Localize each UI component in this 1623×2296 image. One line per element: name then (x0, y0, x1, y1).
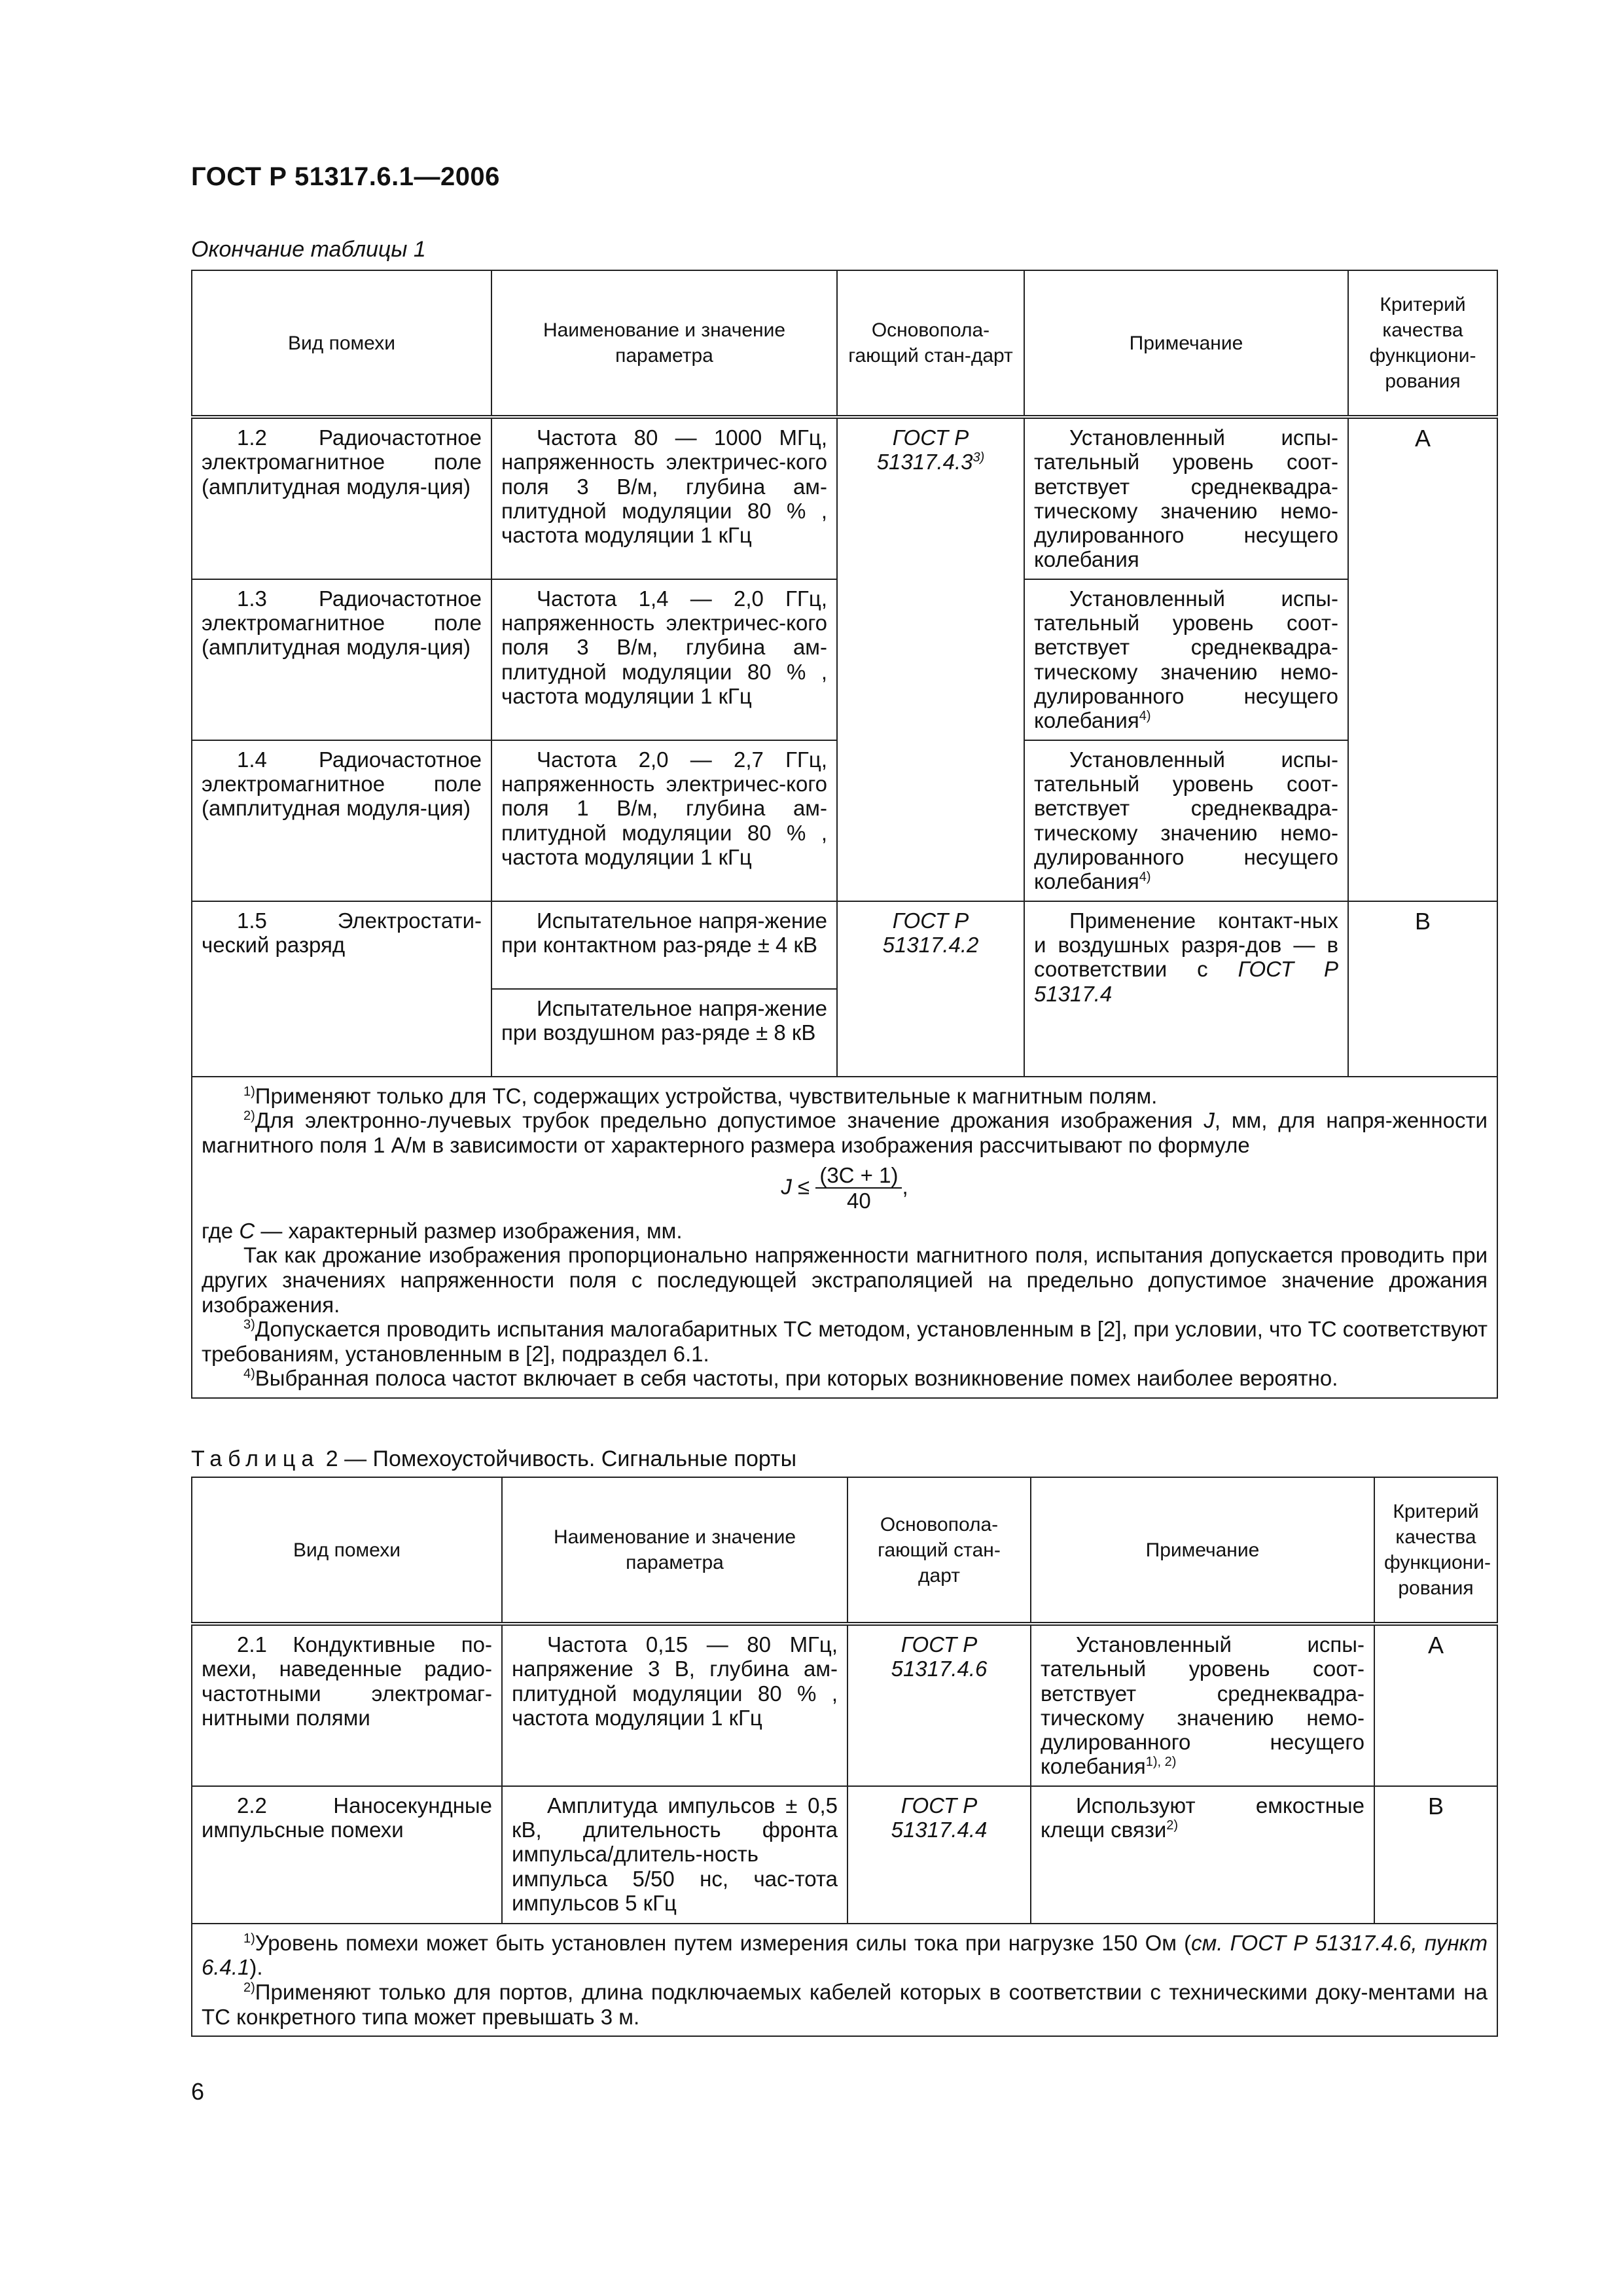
table1-notes-row (192, 1077, 1497, 1398)
table1-header-criterion: Критерий качества функциони-рования (1348, 270, 1497, 417)
table1 (191, 270, 1498, 1399)
table-row (192, 1624, 1497, 1786)
parameter-cell: Испытательное напря-жение при контактном раз-ряде ± 4 кВ (491, 901, 837, 989)
footnote-4: $^{4)}$Выбранная полоса частот включает в себя частоты, при которых возникновение помех наиболее вероятно. (243, 1366, 1338, 1391)
table2-notes (192, 1924, 1497, 2036)
interference-type-cell: 1.3 Радиочастотное электромагнитное поле (амплитудная модуля-ция) (192, 579, 491, 740)
table2-header-type: Вид помехи (192, 1477, 502, 1624)
criterion-cell: А (1348, 417, 1497, 901)
parameter-cell: Испытательное напря-жение при воздушном раз-ряде ± 8 кВ (491, 989, 837, 1077)
table1-header-row (192, 270, 1497, 417)
note-cell: Применение контакт-ных и воздушных разря-дов — в соответствии с ГОСТ Р 51317.4 (1024, 901, 1348, 1077)
footnote-3: $^{3)}$Допускается проводить испытания малогабаритных ТС методом, установленным в [2], при условии, что ТС соответствуют требованиям, установленным в [2], подраздел 6.1. (202, 1317, 1488, 1366)
note-cell: Установленный испы-тательный уровень соот-ветствует среднеквадра-тическому значению немо-дулированного несущего колебания$^{4)}$ (1024, 579, 1348, 740)
table1-header-standard: Основопола-гающий стан-дарт (837, 270, 1024, 417)
footnote-2: $^{2)}$Применяют только для портов, длина подключаемых кабелей которых в соответствии с техническими доку-ментами на ТС конкретного типа может превышать 3 м. (202, 1979, 1488, 2029)
table2-header-note: Примечание (1031, 1477, 1374, 1624)
table2 (191, 1477, 1498, 2037)
table2-header-standard: Основопола-гающий стан-дарт (847, 1477, 1031, 1624)
footnote-1: $^{1)}$Уровень помехи может быть установлен путем измерения силы тока при нагрузке 150 Ом (см. ГОСТ Р 51317.4.6, пункт 6.4.1). (202, 1930, 1488, 1980)
note-cell: Установленный испы-тательный уровень соот-ветствует среднеквадра-тическому значению немо-дулированного несущего колебания$^{1), 2)}$ (1031, 1624, 1374, 1786)
table1-notes (192, 1077, 1497, 1398)
table2-caption: Таблица 2 — Помехоустойчивость. Сигнальные порты (191, 1446, 797, 1471)
table-row (192, 1786, 1497, 1924)
table2-header-parameter: Наименование и значение параметра (502, 1477, 847, 1624)
table2-header-criterion: Критерий качества функциони-рования (1374, 1477, 1497, 1624)
standard-cell: ГОСТ Р 51317.4.6 (847, 1624, 1031, 1786)
footnote-2: $^{2)}$Для электронно-лучевых трубок предельно допустимое значение дрожания изображения J, мм, для напря-женности магнитного поля 1 А/м в зависимости от характерного размера изображения рассчитывают по формуле (202, 1108, 1488, 1157)
note-cell: Установленный испы-тательный уровень соот-ветствует среднеквадра-тическому значению немо-дулированного несущего колебания$^{4)}$ (1024, 740, 1348, 901)
table1-header-note: Примечание (1024, 270, 1348, 417)
parameter-cell: Частота 80 — 1000 МГц, напряженность электричес-кого поля 3 В/м, глубина ам-плитудной модуляции 80 % , частота модуляции 1 кГц (491, 417, 837, 579)
note-cell: Используют емкостные клещи связи$^{2)}$ (1031, 1786, 1374, 1924)
table2-header-row (192, 1477, 1497, 1624)
page-number: 6 (191, 2078, 205, 2105)
criterion-cell: А (1374, 1624, 1497, 1786)
formula-where: где С — характерный размер изображения, мм. (202, 1218, 683, 1243)
standard-cell: ГОСТ Р 51317.4.2 (837, 901, 1024, 1077)
table-row (192, 901, 1497, 989)
footnote-2-paragraph: Так как дрожание изображения пропорционально напряженности магнитного поля, испытания допускается проводить при других значениях напряженности поля с последующей экстраполяцией на предельно допустимое значение дрожания изображения. (202, 1243, 1488, 1317)
parameter-cell: Частота 2,0 — 2,7 ГГц, напряженность электричес-кого поля 1 В/м, глубина ам-плитудной модуляции 80 % , частота модуляции 1 кГц (491, 740, 837, 901)
table1-caption: Окончание таблицы 1 (191, 237, 426, 262)
standard-cell: ГОСТ Р 51317.4.3$^{3)}$ (837, 417, 1024, 901)
jitter-formula: J ≤ $\frac{(3C + 1)}{40}$ , (781, 1162, 908, 1213)
interference-type-cell: 1.2 Радиочастотное электромагнитное поле (амплитудная модуля-ция) (192, 417, 491, 579)
footnote-1: $^{1)}$Применяют только для ТС, содержащих устройства, чувствительные к магнитным полям. (243, 1083, 1158, 1108)
table-row (192, 417, 1497, 579)
parameter-cell: Частота 1,4 — 2,0 ГГц, напряженность электричес-кого поля 3 В/м, глубина ам-плитудной модуляции 80 % , частота модуляции 1 кГц (491, 579, 837, 740)
parameter-cell: Амплитуда импульсов ± 0,5 кВ, длительность фронта импульса/длитель-ность импульса 5/50 нс, час-тота импульсов 5 кГц (502, 1786, 847, 1924)
document-code: ГОСТ Р 51317.6.1—2006 (191, 162, 500, 191)
parameter-cell: Частота 0,15 — 80 МГц, напряжение 3 В, глубина ам-плитудной модуляции 80 % , частота модуляции 1 кГц (502, 1624, 847, 1786)
criterion-cell: В (1374, 1786, 1497, 1924)
note-cell: Установленный испы-тательный уровень соот-ветствует среднеквадра-тическому значению немо-дулированного несущего колебания (1024, 417, 1348, 579)
interference-type-cell: 2.1 Кондуктивные по-мехи, наведенные радио-частотными электромаг-нитными полями (192, 1624, 502, 1786)
table2-notes-row (192, 1924, 1497, 2036)
interference-type-cell: 2.2 Наносекундные импульсные помехи (192, 1786, 502, 1924)
interference-type-cell: 1.4 Радиочастотное электромагнитное поле (амплитудная модуля-ция) (192, 740, 491, 901)
interference-type-cell: 1.5 Электростати-ческий разряд (192, 901, 491, 1077)
criterion-cell: В (1348, 901, 1497, 1077)
table1-header-type: Вид помехи (192, 270, 491, 417)
standard-cell: ГОСТ Р 51317.4.4 (847, 1786, 1031, 1924)
table1-header-parameter: Наименование и значение параметра (491, 270, 837, 417)
